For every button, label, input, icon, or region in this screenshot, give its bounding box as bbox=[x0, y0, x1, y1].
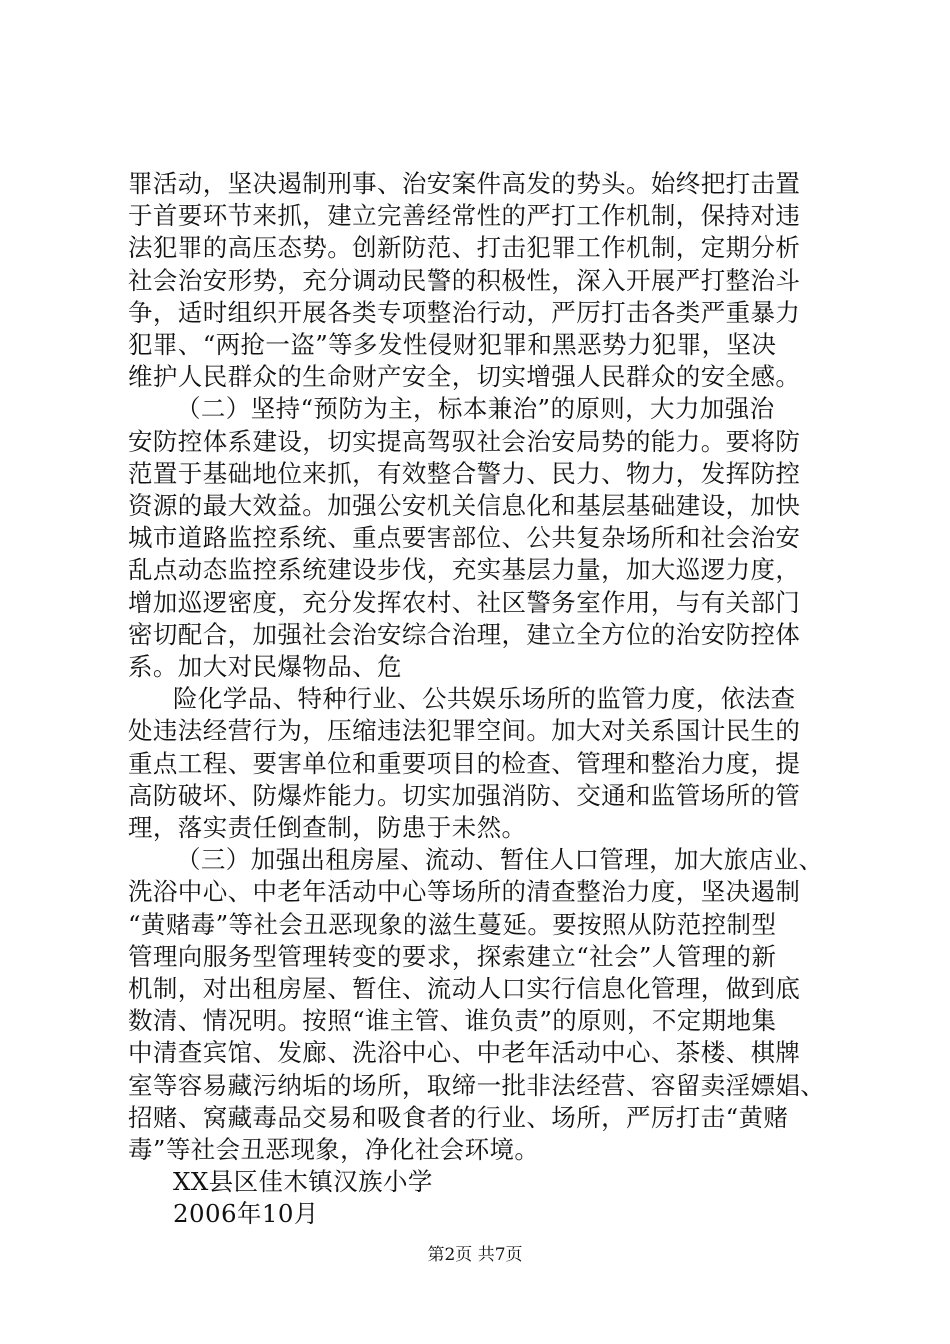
body-line: 罪活动，坚决遏制刑事、治安案件高发的势头。始终把打击置 bbox=[128, 169, 801, 198]
body-line: 数清、情况明。按照“谁主管、谁负责”的原则，不定期地集 bbox=[128, 1006, 777, 1036]
body-line: 险化学品、特种行业、公共娱乐场所的监管力度，依法查 bbox=[173, 684, 796, 714]
body-line: 室等容易藏污纳垢的场所，取缔一批非法经营、容留卖淫嫖娼、 bbox=[128, 1070, 826, 1100]
body-line: 机制，对出租房屋、暂住、流动人口实行信息化管理，做到底 bbox=[128, 974, 801, 1003]
body-line: 管理向服务型管理转变的要求，探索建立“社会”人管理的新 bbox=[128, 941, 777, 971]
signature-line: XX县区佳木镇汉族小学 bbox=[173, 1167, 433, 1197]
date-line: 2006年10月 bbox=[173, 1199, 319, 1229]
body-line: 理，落实责任倒查制，防患于未然。 bbox=[128, 813, 527, 842]
body-line: 争，适时组织开展各类专项整治行动，严厉打击各类严重暴力 bbox=[128, 297, 801, 327]
body-line: 安防控体系建设，切实提高驾驭社会治安局势的能力。要将防 bbox=[128, 426, 801, 456]
body-line: 密切配合，加强社会治安综合治理，建立全方位的治安防控体 bbox=[128, 619, 801, 649]
body-line: 高防破坏、防爆炸能力。切实加强消防、交通和监管场所的管 bbox=[128, 780, 801, 810]
body-line: 维护人民群众的生命财产安全，切实增强人民群众的安全感。 bbox=[128, 362, 801, 392]
body-line: 城市道路监控系统、重点要害部位、公共复杂场所和社会治安 bbox=[128, 523, 801, 553]
body-line: 于首要环节来抓，建立完善经常性的严打工作机制，保持对违 bbox=[128, 201, 801, 231]
body-line: 社会治安形势，充分调动民警的积极性，深入开展严打整治斗 bbox=[128, 265, 801, 295]
body-line: 中清查宾馆、发廊、洗浴中心、中老年活动中心、茶楼、棋牌 bbox=[128, 1038, 801, 1068]
body-line: 范置于基础地位来抓，有效整合警力、民力、物力，发挥防控 bbox=[128, 458, 801, 488]
body-line: （三）加强出租房屋、流动、暂住人口管理，加大旅店业、 bbox=[176, 845, 824, 875]
page-number: 第2页 共7页 bbox=[427, 1245, 523, 1265]
body-line: “黄赌毒”等社会丑恶现象的滋生蔓延。要按照从防范控制型 bbox=[128, 909, 777, 939]
body-line: 处违法经营行为，压缩违法犯罪空间。加大对关系国计民生的 bbox=[128, 716, 801, 746]
body-line: 资源的最大效益。加强公安机关信息化和基层基础建设，加快 bbox=[128, 491, 801, 520]
body-line: （二）坚持“预防为主，标本兼治”的原则，大力加强治 bbox=[176, 394, 775, 424]
body-line: 洗浴中心、中老年活动中心等场所的清查整治力度，坚决遏制 bbox=[128, 877, 801, 907]
body-line: 重点工程、要害单位和重要项目的检查、管理和整治力度，提 bbox=[128, 748, 801, 778]
body-line: 增加巡逻密度，充分发挥农村、社区警务室作用，与有关部门 bbox=[128, 587, 801, 617]
body-line: 犯罪、“两抢一盗”等多发性侵财犯罪和黑恶势力犯罪，坚决 bbox=[128, 330, 777, 359]
body-line: 系。加大对民爆物品、危 bbox=[128, 652, 402, 681]
body-line: 招赌、窝藏毒品交易和吸食者的行业、场所，严厉打击“黄赌 bbox=[128, 1102, 789, 1132]
body-line: 乱点动态监控系统建设步伐，充实基层力量，加大巡逻力度， bbox=[128, 555, 801, 585]
body-line: 法犯罪的高压态势。创新防范、打击犯罪工作机制，定期分析 bbox=[128, 233, 801, 263]
body-line: 毒”等社会丑恶现象，净化社会环境。 bbox=[128, 1135, 540, 1164]
